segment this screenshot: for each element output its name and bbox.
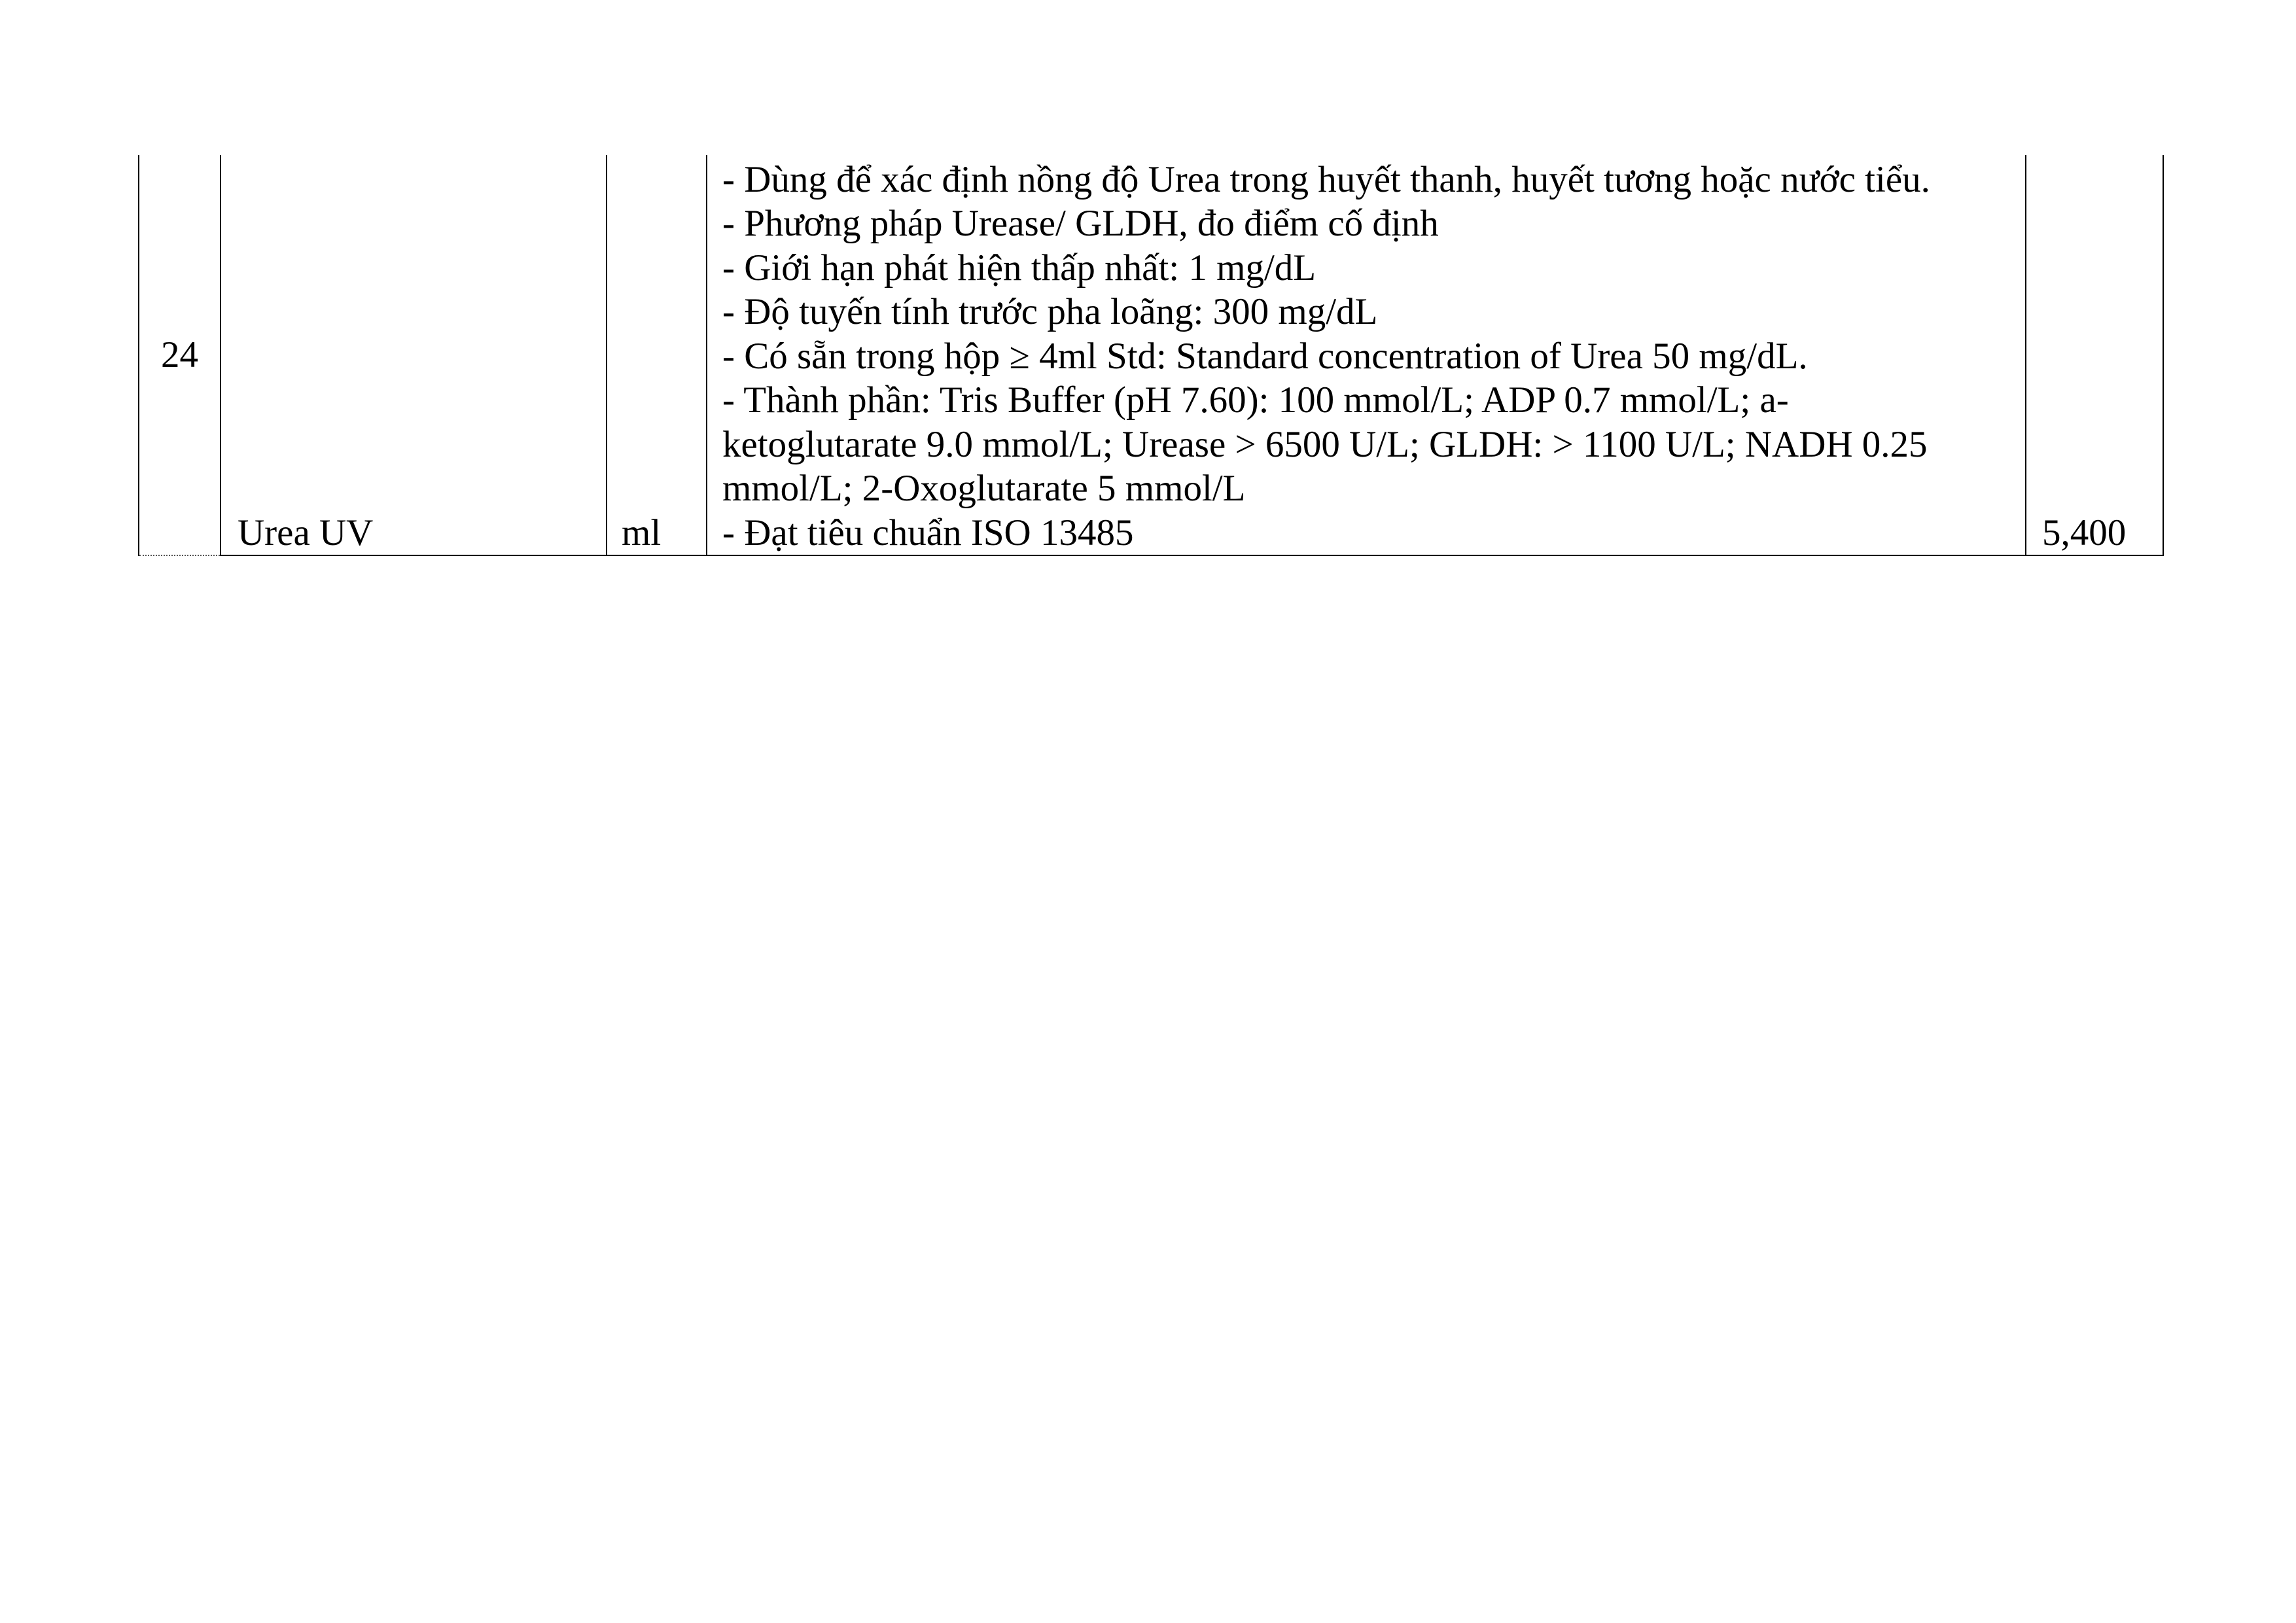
item-unit: ml [607, 155, 707, 555]
row-number: 24 [139, 155, 221, 555]
spec-line: - Dùng để xác định nồng độ Urea trong huyết thanh, huyết tương hoặc nước tiểu. [722, 158, 1930, 200]
spec-line: - Độ tuyến tính trước pha loãng: 300 mg/dL [722, 291, 1378, 332]
item-specification [707, 155, 2026, 555]
table-row [139, 155, 2163, 555]
item-table [138, 155, 2164, 556]
item-quantity: 5,400 [2026, 155, 2163, 555]
spec-line: - Đạt tiêu chuẩn ISO 13485 [722, 512, 1134, 553]
spec-line: - Có sẵn trong hộp ≥ 4ml Std: Standard concentration of Urea 50 mg/dL. [722, 335, 1808, 377]
item-name: Urea UV [221, 155, 607, 555]
spec-line: - Thành phần: Tris Buffer (pH 7.60): 100 mmol/L; ADP 0.7 mmol/L; a- [722, 379, 1789, 421]
spec-line: - Giới hạn phát hiện thấp nhất: 1 mg/dL [722, 247, 1316, 288]
spec-line: ketoglutarate 9.0 mmol/L; Urease > 6500 U/L; GLDH: > 1100 U/L; NADH 0.25 [722, 423, 1928, 465]
spec-line: mmol/L; 2-Oxoglutarate 5 mmol/L [722, 468, 1246, 509]
spec-line: - Phương pháp Urease/ GLDH, đo điểm cố định [722, 203, 1439, 244]
